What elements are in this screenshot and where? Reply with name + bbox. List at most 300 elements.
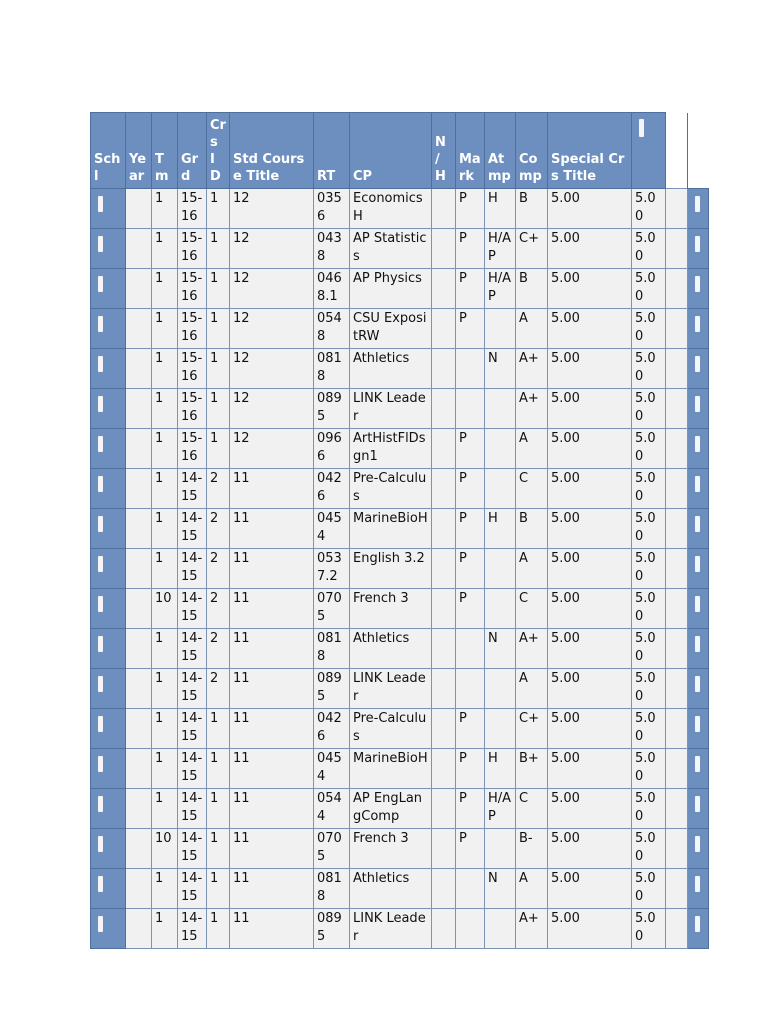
row-edge-handle-icon[interactable] bbox=[695, 716, 700, 732]
cell-term: 15-16 bbox=[178, 229, 207, 269]
cell-nh bbox=[456, 629, 485, 669]
cell-rt: MarineBioH bbox=[350, 509, 432, 549]
cell-nh: P bbox=[456, 189, 485, 229]
cell-nh: P bbox=[456, 549, 485, 589]
row-select-cell[interactable] bbox=[91, 349, 126, 389]
header-filler-2 bbox=[688, 113, 709, 189]
cell-std-course-title: 0895 bbox=[314, 669, 350, 709]
grades-table bbox=[90, 112, 709, 949]
cell-nh: P bbox=[456, 509, 485, 549]
row-edge-cell[interactable] bbox=[688, 789, 709, 829]
cell-grade: 2 bbox=[207, 629, 230, 669]
table-row[interactable] bbox=[91, 909, 709, 949]
row-select-cell[interactable] bbox=[91, 269, 126, 309]
cell-sch bbox=[126, 189, 152, 229]
col-header-special-crs-title[interactable]: Special Crs Title bbox=[548, 113, 632, 189]
cell-nh bbox=[456, 909, 485, 949]
cell-cp bbox=[432, 469, 456, 509]
table-row[interactable] bbox=[91, 429, 709, 469]
cell-crs-id: 11 bbox=[230, 549, 314, 589]
cell-mark: N bbox=[485, 629, 516, 669]
row-handle-icon[interactable] bbox=[98, 796, 103, 812]
cell-grade: 1 bbox=[207, 869, 230, 909]
cell-complete: 5.00 bbox=[548, 469, 632, 509]
cell-cp bbox=[432, 869, 456, 909]
cell-sch bbox=[126, 829, 152, 869]
cell-term: 14-15 bbox=[178, 789, 207, 829]
cell-crs-id: 12 bbox=[230, 229, 314, 269]
cell-year: 1 bbox=[152, 669, 178, 709]
cell-std-course-title: 0454 bbox=[314, 749, 350, 789]
cell-blank bbox=[666, 269, 688, 309]
cell-std-course-title: 0468.1 bbox=[314, 269, 350, 309]
cell-complete: 5.00 bbox=[548, 349, 632, 389]
row-handle-icon[interactable] bbox=[98, 516, 103, 532]
cell-mark bbox=[485, 429, 516, 469]
cell-grade: 1 bbox=[207, 189, 230, 229]
row-handle-icon[interactable] bbox=[98, 396, 103, 412]
row-edge-cell[interactable] bbox=[688, 829, 709, 869]
row-edge-cell[interactable] bbox=[688, 469, 709, 509]
row-edge-handle-icon[interactable] bbox=[695, 236, 700, 252]
row-handle-icon[interactable] bbox=[98, 356, 103, 372]
cell-mark bbox=[485, 909, 516, 949]
cell-mark bbox=[485, 709, 516, 749]
row-edge-cell[interactable] bbox=[688, 709, 709, 749]
table-row[interactable] bbox=[91, 749, 709, 789]
row-handle-icon[interactable] bbox=[98, 636, 103, 652]
cell-special-crs-title: 5.00 bbox=[632, 269, 666, 309]
cell-attempt: C bbox=[516, 789, 548, 829]
cell-complete: 5.00 bbox=[548, 589, 632, 629]
cell-blank bbox=[666, 829, 688, 869]
cell-year: 1 bbox=[152, 789, 178, 829]
cell-year: 1 bbox=[152, 469, 178, 509]
cell-grade: 1 bbox=[207, 309, 230, 349]
col-header-term[interactable]: T m bbox=[152, 113, 178, 189]
cell-blank bbox=[666, 229, 688, 269]
cell-sch bbox=[126, 269, 152, 309]
cell-sch bbox=[126, 349, 152, 389]
cell-year: 1 bbox=[152, 509, 178, 549]
row-edge-handle-icon[interactable] bbox=[695, 316, 700, 332]
table-row[interactable] bbox=[91, 269, 709, 309]
cell-grade: 1 bbox=[207, 349, 230, 389]
table-row[interactable] bbox=[91, 589, 709, 629]
cell-special-crs-title: 5.00 bbox=[632, 429, 666, 469]
row-select-cell[interactable] bbox=[91, 309, 126, 349]
cell-std-course-title: 0356 bbox=[314, 189, 350, 229]
cell-blank bbox=[666, 429, 688, 469]
cell-mark: H/AP bbox=[485, 269, 516, 309]
table-row[interactable] bbox=[91, 189, 709, 229]
cell-attempt: A+ bbox=[516, 629, 548, 669]
cell-special-crs-title: 5.00 bbox=[632, 669, 666, 709]
cell-rt: Athletics bbox=[350, 349, 432, 389]
cell-sch bbox=[126, 629, 152, 669]
cell-attempt: A bbox=[516, 549, 548, 589]
row-edge-handle-icon[interactable] bbox=[695, 356, 700, 372]
cell-attempt: B bbox=[516, 269, 548, 309]
cell-crs-id: 11 bbox=[230, 629, 314, 669]
cell-sch bbox=[126, 389, 152, 429]
cell-blank bbox=[666, 589, 688, 629]
cell-special-crs-title: 5.00 bbox=[632, 229, 666, 269]
table-row[interactable] bbox=[91, 709, 709, 749]
cell-special-crs-title: 5.00 bbox=[632, 749, 666, 789]
cell-mark bbox=[485, 309, 516, 349]
cell-term: 14-15 bbox=[178, 469, 207, 509]
col-header-sch[interactable]: Sch l bbox=[91, 113, 126, 189]
row-handle-icon[interactable] bbox=[98, 916, 103, 932]
col-header-std-course-title[interactable]: Std Course Title bbox=[230, 113, 314, 189]
cell-rt: AP Statistics bbox=[350, 229, 432, 269]
row-edge-cell[interactable] bbox=[688, 349, 709, 389]
row-handle-icon[interactable] bbox=[98, 676, 103, 692]
row-select-cell[interactable] bbox=[91, 869, 126, 909]
cell-blank bbox=[666, 509, 688, 549]
table-row[interactable] bbox=[91, 469, 709, 509]
cell-special-crs-title: 5.00 bbox=[632, 629, 666, 669]
cell-nh bbox=[456, 669, 485, 709]
row-handle-icon[interactable] bbox=[98, 276, 103, 292]
cell-rt: LINK Leader bbox=[350, 669, 432, 709]
cell-grade: 1 bbox=[207, 789, 230, 829]
cell-nh bbox=[456, 389, 485, 429]
cell-attempt: C+ bbox=[516, 709, 548, 749]
col-header-grade[interactable]: Gr d bbox=[178, 113, 207, 189]
cell-attempt: C bbox=[516, 589, 548, 629]
cell-cp bbox=[432, 709, 456, 749]
cell-complete: 5.00 bbox=[548, 309, 632, 349]
cell-special-crs-title: 5.00 bbox=[632, 349, 666, 389]
cell-rt: French 3 bbox=[350, 829, 432, 869]
cell-cp bbox=[432, 589, 456, 629]
cell-std-course-title: 0818 bbox=[314, 869, 350, 909]
cell-term: 15-16 bbox=[178, 389, 207, 429]
col-header-nh[interactable]: N / H bbox=[432, 113, 456, 189]
cell-complete: 5.00 bbox=[548, 869, 632, 909]
cell-sch bbox=[126, 309, 152, 349]
row-handle-icon[interactable] bbox=[98, 236, 103, 252]
cell-complete: 5.00 bbox=[548, 749, 632, 789]
table-row[interactable] bbox=[91, 309, 709, 349]
cell-crs-id: 11 bbox=[230, 909, 314, 949]
cell-grade: 2 bbox=[207, 589, 230, 629]
header-row bbox=[91, 113, 709, 189]
row-edge-cell[interactable] bbox=[688, 749, 709, 789]
cell-year: 1 bbox=[152, 229, 178, 269]
cell-complete: 5.00 bbox=[548, 389, 632, 429]
cell-std-course-title: 0537.2 bbox=[314, 549, 350, 589]
table-row[interactable] bbox=[91, 349, 709, 389]
cell-grade: 1 bbox=[207, 429, 230, 469]
row-select-cell[interactable] bbox=[91, 709, 126, 749]
row-edge-handle-icon[interactable] bbox=[695, 476, 700, 492]
col-header-complete[interactable]: Co mp bbox=[516, 113, 548, 189]
cell-attempt: A bbox=[516, 669, 548, 709]
cell-rt: MarineBioH bbox=[350, 749, 432, 789]
cell-blank bbox=[666, 189, 688, 229]
cell-term: 15-16 bbox=[178, 429, 207, 469]
cell-attempt: A+ bbox=[516, 349, 548, 389]
cell-std-course-title: 0818 bbox=[314, 629, 350, 669]
row-edge-cell[interactable] bbox=[688, 629, 709, 669]
row-select-cell[interactable] bbox=[91, 389, 126, 429]
cell-cp bbox=[432, 189, 456, 229]
row-handle-icon[interactable] bbox=[98, 876, 103, 892]
cell-cp bbox=[432, 669, 456, 709]
cell-complete: 5.00 bbox=[548, 509, 632, 549]
col-header-mark[interactable]: Ma rk bbox=[456, 113, 485, 189]
row-select-cell[interactable] bbox=[91, 829, 126, 869]
row-edge-cell[interactable] bbox=[688, 189, 709, 229]
row-handle-icon[interactable] bbox=[98, 836, 103, 852]
row-edge-handle-icon[interactable] bbox=[695, 876, 700, 892]
row-select-cell[interactable] bbox=[91, 229, 126, 269]
cell-cp bbox=[432, 309, 456, 349]
row-select-cell[interactable] bbox=[91, 789, 126, 829]
table-row[interactable] bbox=[91, 829, 709, 869]
cell-crs-id: 11 bbox=[230, 669, 314, 709]
cell-cp bbox=[432, 389, 456, 429]
cell-rt: AP EngLangComp bbox=[350, 789, 432, 829]
cell-year: 10 bbox=[152, 589, 178, 629]
table-row[interactable] bbox=[91, 629, 709, 669]
cell-blank bbox=[666, 709, 688, 749]
cell-cp bbox=[432, 229, 456, 269]
cell-term: 14-15 bbox=[178, 629, 207, 669]
cell-sch bbox=[126, 709, 152, 749]
row-edge-handle-icon[interactable] bbox=[695, 916, 700, 932]
col-header-select[interactable] bbox=[632, 113, 666, 189]
cell-rt: CSU ExpositRW bbox=[350, 309, 432, 349]
row-edge-handle-icon[interactable] bbox=[695, 596, 700, 612]
cell-crs-id: 12 bbox=[230, 389, 314, 429]
table-row[interactable] bbox=[91, 669, 709, 709]
cell-blank bbox=[666, 789, 688, 829]
cell-mark: H/AP bbox=[485, 229, 516, 269]
row-select-cell[interactable] bbox=[91, 549, 126, 589]
row-edge-cell[interactable] bbox=[688, 669, 709, 709]
cell-mark: H/AP bbox=[485, 789, 516, 829]
col-header-cp[interactable]: CP bbox=[350, 113, 432, 189]
row-select-cell[interactable] bbox=[91, 909, 126, 949]
cell-crs-id: 11 bbox=[230, 709, 314, 749]
cell-cp bbox=[432, 829, 456, 869]
cell-mark bbox=[485, 469, 516, 509]
cell-grade: 2 bbox=[207, 469, 230, 509]
table-body bbox=[91, 189, 709, 949]
cell-std-course-title: 0544 bbox=[314, 789, 350, 829]
cell-cp bbox=[432, 349, 456, 389]
row-edge-handle-icon[interactable] bbox=[695, 516, 700, 532]
cell-attempt: A bbox=[516, 869, 548, 909]
cell-std-course-title: 0454 bbox=[314, 509, 350, 549]
table-row[interactable] bbox=[91, 789, 709, 829]
cell-special-crs-title: 5.00 bbox=[632, 389, 666, 429]
row-edge-handle-icon[interactable] bbox=[695, 436, 700, 452]
row-edge-cell[interactable] bbox=[688, 869, 709, 909]
cell-attempt: B bbox=[516, 509, 548, 549]
cell-sch bbox=[126, 789, 152, 829]
cell-std-course-title: 0705 bbox=[314, 829, 350, 869]
row-edge-handle-icon[interactable] bbox=[695, 796, 700, 812]
table-row[interactable] bbox=[91, 229, 709, 269]
cell-cp bbox=[432, 429, 456, 469]
select-all-handle-icon[interactable] bbox=[639, 119, 644, 137]
cell-mark bbox=[485, 669, 516, 709]
row-handle-icon[interactable] bbox=[98, 196, 103, 212]
cell-rt: Economics H bbox=[350, 189, 432, 229]
row-edge-handle-icon[interactable] bbox=[695, 396, 700, 412]
row-handle-icon[interactable] bbox=[98, 436, 103, 452]
cell-blank bbox=[666, 309, 688, 349]
row-edge-handle-icon[interactable] bbox=[695, 636, 700, 652]
cell-attempt: C+ bbox=[516, 229, 548, 269]
row-select-cell[interactable] bbox=[91, 589, 126, 629]
header-filler bbox=[666, 113, 688, 189]
cell-blank bbox=[666, 389, 688, 429]
cell-nh: P bbox=[456, 789, 485, 829]
row-edge-handle-icon[interactable] bbox=[695, 196, 700, 212]
row-select-cell[interactable] bbox=[91, 749, 126, 789]
cell-nh: P bbox=[456, 269, 485, 309]
cell-std-course-title: 0705 bbox=[314, 589, 350, 629]
cell-mark bbox=[485, 829, 516, 869]
cell-nh: P bbox=[456, 309, 485, 349]
cell-special-crs-title: 5.00 bbox=[632, 869, 666, 909]
row-select-cell[interactable] bbox=[91, 669, 126, 709]
cell-term: 14-15 bbox=[178, 829, 207, 869]
row-edge-cell[interactable] bbox=[688, 429, 709, 469]
row-edge-handle-icon[interactable] bbox=[695, 276, 700, 292]
cell-crs-id: 12 bbox=[230, 349, 314, 389]
row-select-cell[interactable] bbox=[91, 509, 126, 549]
cell-year: 1 bbox=[152, 429, 178, 469]
row-edge-cell[interactable] bbox=[688, 909, 709, 949]
cell-year: 1 bbox=[152, 389, 178, 429]
cell-blank bbox=[666, 629, 688, 669]
cell-mark: N bbox=[485, 349, 516, 389]
row-select-cell[interactable] bbox=[91, 189, 126, 229]
row-handle-icon[interactable] bbox=[98, 756, 103, 772]
cell-year: 1 bbox=[152, 629, 178, 669]
cell-rt: Pre-Calculus bbox=[350, 469, 432, 509]
cell-nh bbox=[456, 349, 485, 389]
row-edge-cell[interactable] bbox=[688, 229, 709, 269]
cell-term: 14-15 bbox=[178, 909, 207, 949]
row-edge-handle-icon[interactable] bbox=[695, 756, 700, 772]
cell-special-crs-title: 5.00 bbox=[632, 549, 666, 589]
col-header-crs-id[interactable]: Cr s I D bbox=[207, 113, 230, 189]
cell-complete: 5.00 bbox=[548, 229, 632, 269]
row-edge-cell[interactable] bbox=[688, 269, 709, 309]
row-select-cell[interactable] bbox=[91, 429, 126, 469]
cell-std-course-title: 0895 bbox=[314, 389, 350, 429]
row-edge-cell[interactable] bbox=[688, 549, 709, 589]
cell-cp bbox=[432, 549, 456, 589]
cell-complete: 5.00 bbox=[548, 429, 632, 469]
row-select-cell[interactable] bbox=[91, 469, 126, 509]
cell-special-crs-title: 5.00 bbox=[632, 829, 666, 869]
cell-grade: 2 bbox=[207, 669, 230, 709]
cell-rt: ArtHistFlDsgn1 bbox=[350, 429, 432, 469]
cell-special-crs-title: 5.00 bbox=[632, 909, 666, 949]
row-edge-cell[interactable] bbox=[688, 589, 709, 629]
row-edge-handle-icon[interactable] bbox=[695, 556, 700, 572]
cell-cp bbox=[432, 789, 456, 829]
table-row[interactable] bbox=[91, 389, 709, 429]
row-edge-handle-icon[interactable] bbox=[695, 676, 700, 692]
row-handle-icon[interactable] bbox=[98, 716, 103, 732]
cell-grade: 1 bbox=[207, 229, 230, 269]
cell-mark: H bbox=[485, 509, 516, 549]
row-edge-cell[interactable] bbox=[688, 509, 709, 549]
cell-term: 15-16 bbox=[178, 349, 207, 389]
cell-std-course-title: 0966 bbox=[314, 429, 350, 469]
cell-rt: English 3.2 bbox=[350, 549, 432, 589]
cell-grade: 1 bbox=[207, 709, 230, 749]
cell-complete: 5.00 bbox=[548, 549, 632, 589]
cell-term: 14-15 bbox=[178, 509, 207, 549]
row-handle-icon[interactable] bbox=[98, 476, 103, 492]
cell-special-crs-title: 5.00 bbox=[632, 589, 666, 629]
row-select-cell[interactable] bbox=[91, 629, 126, 669]
cell-mark bbox=[485, 389, 516, 429]
cell-special-crs-title: 5.00 bbox=[632, 509, 666, 549]
cell-complete: 5.00 bbox=[548, 709, 632, 749]
table-row[interactable] bbox=[91, 869, 709, 909]
cell-cp bbox=[432, 749, 456, 789]
cell-attempt: A+ bbox=[516, 389, 548, 429]
cell-grade: 1 bbox=[207, 269, 230, 309]
cell-year: 1 bbox=[152, 909, 178, 949]
cell-sch bbox=[126, 429, 152, 469]
cell-mark bbox=[485, 589, 516, 629]
cell-rt: French 3 bbox=[350, 589, 432, 629]
col-header-year[interactable]: Ye ar bbox=[126, 113, 152, 189]
table-row[interactable] bbox=[91, 509, 709, 549]
cell-complete: 5.00 bbox=[548, 269, 632, 309]
cell-sch bbox=[126, 469, 152, 509]
cell-blank bbox=[666, 909, 688, 949]
cell-grade: 1 bbox=[207, 909, 230, 949]
col-header-rt[interactable]: RT bbox=[314, 113, 350, 189]
cell-mark: H bbox=[485, 189, 516, 229]
cell-mark bbox=[485, 549, 516, 589]
cell-std-course-title: 0895 bbox=[314, 909, 350, 949]
cell-std-course-title: 0438 bbox=[314, 229, 350, 269]
cell-nh bbox=[456, 869, 485, 909]
cell-blank bbox=[666, 469, 688, 509]
cell-term: 14-15 bbox=[178, 869, 207, 909]
row-handle-icon[interactable] bbox=[98, 596, 103, 612]
row-handle-icon[interactable] bbox=[98, 316, 103, 332]
cell-year: 1 bbox=[152, 189, 178, 229]
cell-nh: P bbox=[456, 429, 485, 469]
cell-crs-id: 12 bbox=[230, 429, 314, 469]
row-edge-cell[interactable] bbox=[688, 389, 709, 429]
cell-std-course-title: 0818 bbox=[314, 349, 350, 389]
col-header-attempt[interactable]: At mp bbox=[485, 113, 516, 189]
row-edge-cell[interactable] bbox=[688, 309, 709, 349]
table-row[interactable] bbox=[91, 549, 709, 589]
row-handle-icon[interactable] bbox=[98, 556, 103, 572]
row-edge-handle-icon[interactable] bbox=[695, 836, 700, 852]
cell-crs-id: 11 bbox=[230, 589, 314, 629]
cell-special-crs-title: 5.00 bbox=[632, 309, 666, 349]
